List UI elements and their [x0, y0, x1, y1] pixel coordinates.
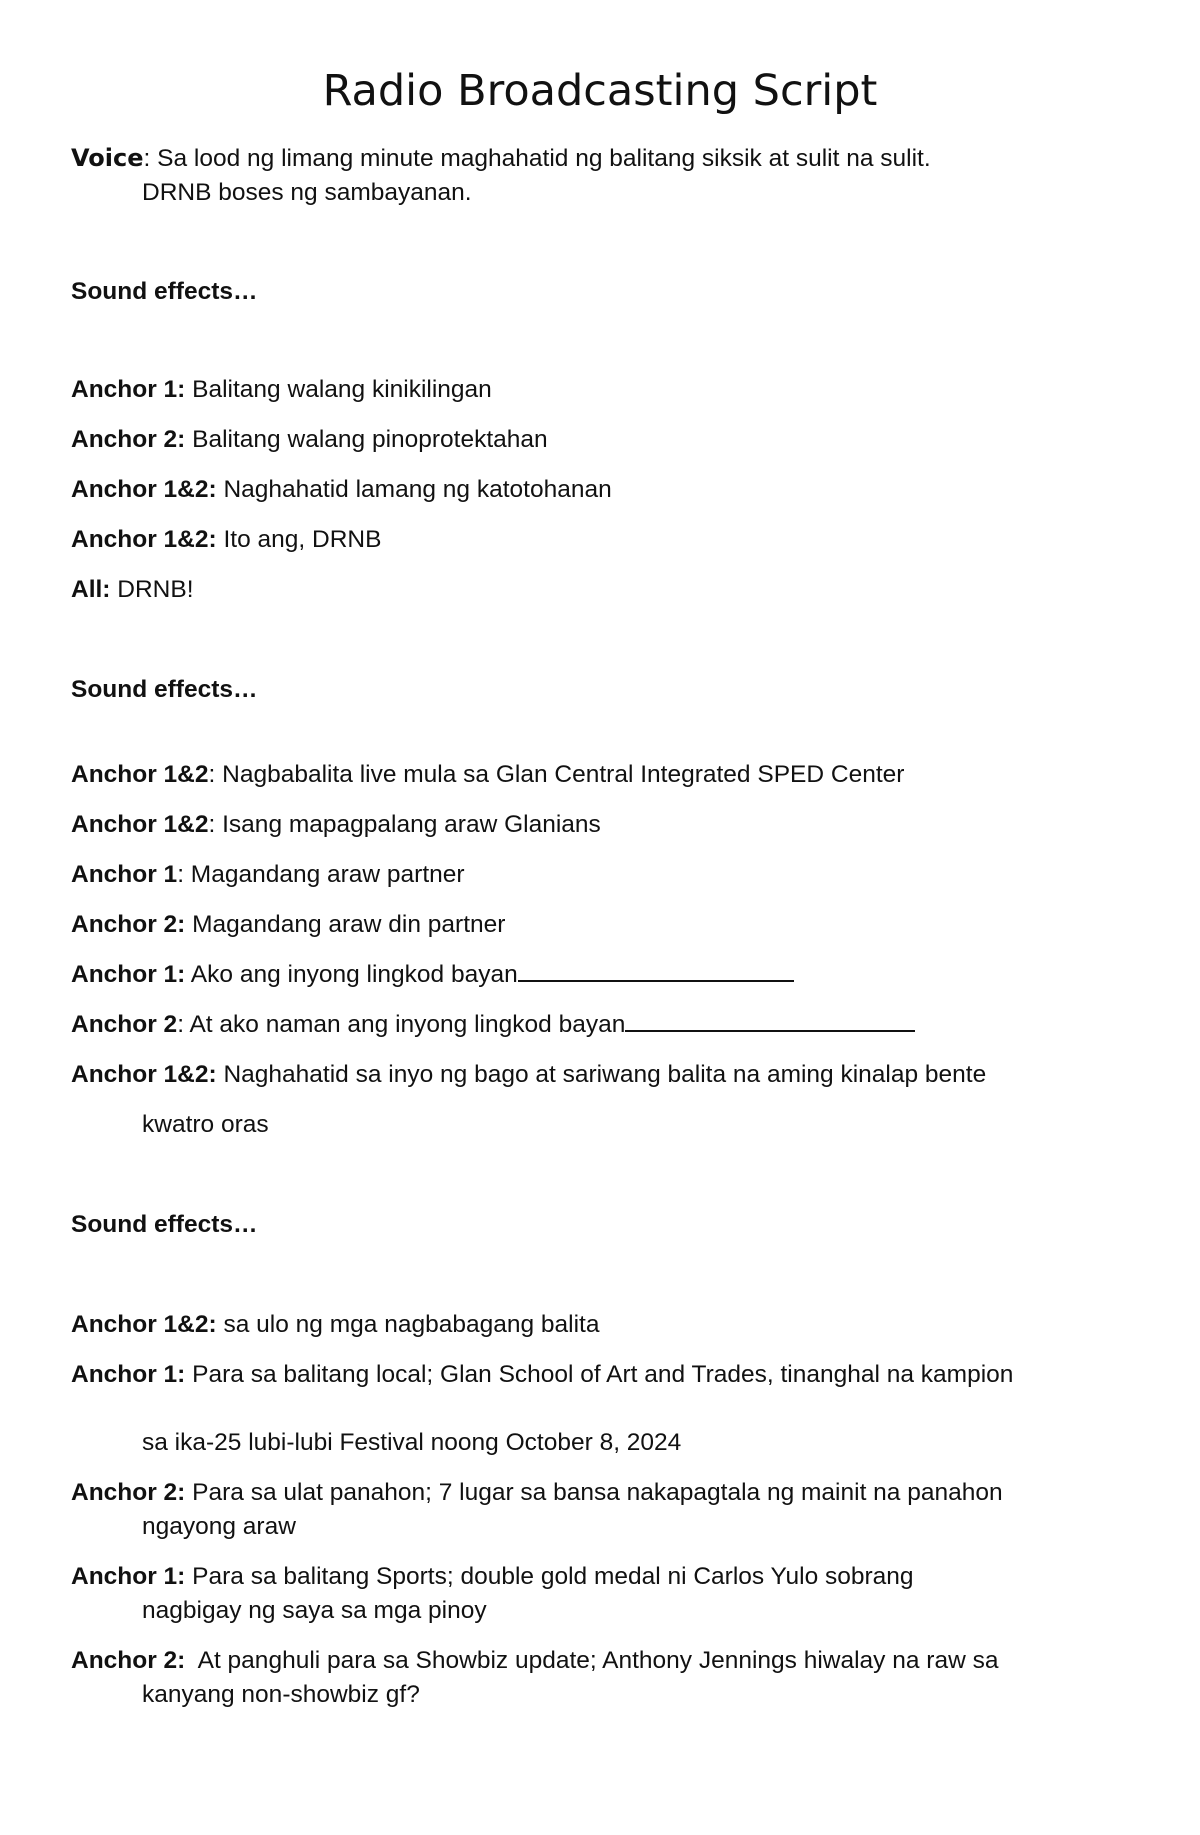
- line-text: Balitang walang pinoprotektahan: [185, 426, 548, 453]
- line-text: Magandang araw din partner: [185, 911, 506, 938]
- script-line: [71, 1559, 1131, 1594]
- line-text: Ito ang, DRNB: [216, 526, 382, 553]
- speaker-label: Anchor 1:: [71, 1361, 186, 1388]
- script-line: [71, 572, 1131, 607]
- line-text: Para sa balitang local; Glan School of Art and Trades, tinanghal na kampion: [185, 1361, 1014, 1388]
- script-line: [71, 1357, 1131, 1392]
- script-line: [71, 372, 1131, 407]
- script-line: [71, 1475, 1131, 1510]
- line-text: Balitang walang kinikilingan: [185, 376, 492, 403]
- line-text: Sa lood ng limang minute maghahatid ng balitang siksik at sulit na sulit.: [150, 145, 931, 172]
- script-line: [71, 422, 1131, 457]
- speaker-label: Anchor 2: [71, 1011, 178, 1038]
- script-line: [71, 1643, 1131, 1678]
- speaker-label: Anchor 2:: [71, 1647, 186, 1674]
- script-line: [71, 757, 1131, 792]
- speaker-label: Anchor 1:: [71, 961, 186, 988]
- line-continuation: kwatro oras: [142, 1111, 269, 1138]
- line-text: Para sa ulat panahon; 7 lugar sa bansa nakapagtala ng mainit na panahon: [185, 1479, 1003, 1506]
- line-text: : Isang mapagpalang araw Glanians: [208, 811, 601, 838]
- line-continuation: DRNB boses ng sambayanan.: [142, 179, 472, 206]
- line-text: At panghuli para sa Showbiz update; Anthony Jennings hiwalay na raw sa: [185, 1647, 999, 1674]
- line-text: : At ako naman ang inyong lingkod bayan: [177, 1011, 626, 1038]
- sound-effects-cue: Sound effects…: [71, 278, 258, 305]
- line-text: DRNB!: [110, 576, 194, 603]
- line-text: : Nagbabalita live mula sa Glan Central Integrated SPED Center: [208, 761, 905, 788]
- script-line: [71, 907, 1131, 942]
- line-continuation: nagbigay ng saya sa mga pinoy: [142, 1597, 487, 1624]
- line-text: Naghahatid sa inyo ng bago at sariwang balita na aming kinalap bente: [216, 1061, 987, 1088]
- speaker-label: Anchor 1&2:: [71, 1061, 217, 1088]
- speaker-label: Anchor 1:: [71, 1563, 186, 1590]
- line-text: Naghahatid lamang ng katotohanan: [216, 476, 612, 503]
- document-title: Radio Broadcasting Script: [322, 66, 878, 116]
- script-line: [71, 807, 1131, 842]
- line-continuation: ngayong araw: [142, 1513, 296, 1540]
- speaker-label: All:: [71, 576, 111, 603]
- script-line: [71, 857, 1131, 892]
- speaker-label: Anchor 1&2: [71, 811, 209, 838]
- line-text: sa ulo ng mga nagbabagang balita: [216, 1311, 600, 1338]
- speaker-separator: :: [143, 145, 151, 172]
- line-text: : Magandang araw partner: [177, 861, 465, 888]
- line-text: Para sa balitang Sports; double gold medal ni Carlos Yulo sobrang: [185, 1563, 914, 1590]
- speaker-label: Voice: [71, 144, 144, 172]
- script-line: [71, 472, 1131, 507]
- sound-effects-cue: Sound effects…: [71, 676, 258, 703]
- name-blank: [625, 1008, 915, 1032]
- speaker-label: Anchor 1:: [71, 376, 186, 403]
- speaker-label: Anchor 2:: [71, 1479, 186, 1506]
- sound-effects-cue: Sound effects…: [71, 1211, 258, 1238]
- line-text: Ako ang inyong lingkod bayan: [185, 961, 518, 988]
- line-continuation: kanyang non-showbiz gf?: [142, 1681, 420, 1708]
- line-continuation: sa ika-25 lubi-lubi Festival noong October 8, 2024: [142, 1429, 682, 1456]
- speaker-label: Anchor 2:: [71, 426, 186, 453]
- script-line: [71, 1307, 1131, 1342]
- speaker-label: Anchor 1&2: [71, 761, 209, 788]
- script-line: [71, 522, 1131, 557]
- speaker-label: Anchor 1&2:: [71, 476, 217, 503]
- name-blank: [518, 958, 794, 982]
- script-line-voice: [71, 141, 1131, 176]
- speaker-label: Anchor 2:: [71, 911, 186, 938]
- script-line: [71, 957, 1131, 992]
- script-line: [71, 1007, 1131, 1042]
- speaker-label: Anchor 1&2:: [71, 526, 217, 553]
- speaker-label: Anchor 1&2:: [71, 1311, 217, 1338]
- speaker-label: Anchor 1: [71, 861, 178, 888]
- script-line: [71, 1057, 1131, 1092]
